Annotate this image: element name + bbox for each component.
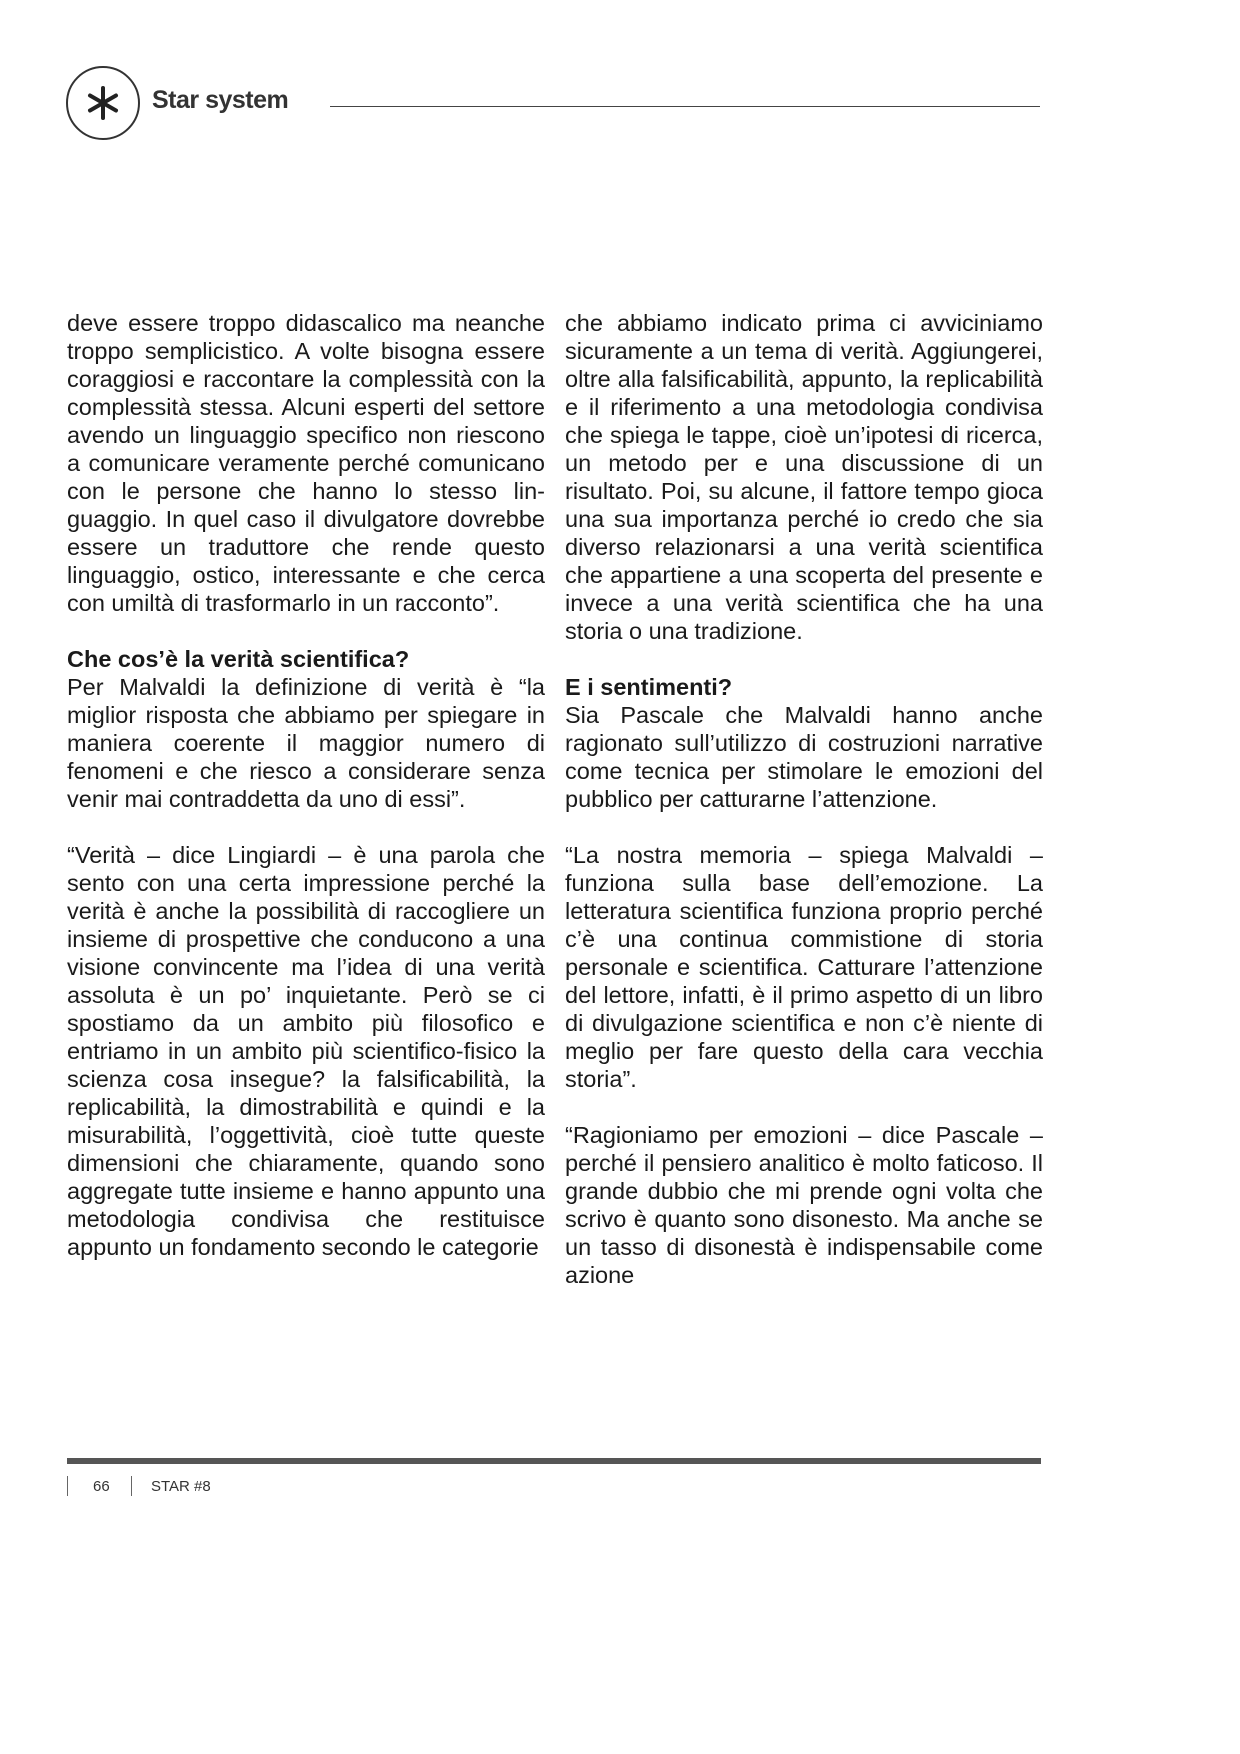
asterisk-icon <box>84 84 122 122</box>
left-paragraph-1: deve essere troppo didascalico ma neanche troppo semplicistico. A volte bisogna essere coraggiosi e raccontare la complessità con la complessità stessa. Alcuni esperti del settore avendo un linguaggio specifico non riescono a comunicare veramente perché comunicano con le persone che hanno lo stesso linguaggio. In quel caso il divulgatore dovrebbe essere un traduttore che rende questo linguaggio, ostico, interessante e che cerca con umiltà di trasformarlo in un racconto”. <box>67 310 545 616</box>
footer-bar <box>67 1458 1041 1464</box>
right-paragraph-1: che abbiamo indicato prima ci avviciniamo sicuramente a un tema di verità. Aggiungerei, oltre alla falsificabilità, appunto, la replicabilità e il riferimento a una metodologia condivisa che spiega le tappe, cioè un’ipotesi di ricerca, un metodo per e una discussione di un risultato. Poi, su alcune, il fattore tempo gioca una sua importanza perché io credo che sia diverso relazionarsi a una verità scientifica che appartiene a una scoperta del presente e invece a una verità scientifica che ha una storia o una tradizione. <box>565 310 1043 644</box>
footer-divider <box>67 1476 68 1496</box>
footer-divider <box>131 1476 132 1496</box>
right-column <box>565 309 1043 1289</box>
left-paragraph-2: Per Malvaldi la definizione di verità è “la miglior risposta che abbiamo per spiegare in maniera coerente il maggior numero di fenomeni e che riesco a considerare senza venir mai contraddetta da uno di essi”. <box>67 674 545 812</box>
header-rule <box>330 106 1040 107</box>
heading-feelings: E i sentimenti? <box>565 674 733 700</box>
right-paragraph-2: Sia Pascale che Malvaldi hanno anche ragionato sull’utilizzo di costruzioni narrative come tecnica per stimolare le emozioni del pubblico per catturarne l’attenzione. <box>565 702 1043 812</box>
left-column <box>67 309 545 1261</box>
section-title: Star system <box>152 86 289 114</box>
right-paragraph-3: “La nostra memoria – spiega Malvaldi – funziona sulla base dell’emozione. La letteratura scientifica funziona proprio perché c’è una continua commistione di storia personale e scientifica. Catturare l’attenzione del lettore, infatti, è il primo aspetto di un libro di divulgazione scientifica e non c’è niente di meglio per fare questo della cara vecchia storia”. <box>565 842 1043 1092</box>
section-badge <box>66 66 140 140</box>
left-paragraph-3: “Verità – dice Lingiardi – è una parola che sento con una certa impressione perché la verità è anche la possibilità di raccogliere un insieme di prospettive che conducono a una visione convincente ma l’idea di una verità assoluta è un po’ inquietante. Però se ci spostiamo da un ambito più filosofico e entriamo in un ambito più scientifico-fisico la scienza cosa insegue? la falsificabilità, la replicabilità, la dimostrabilità e quindi e la misurabilità, l’oggettività, cioè tutte queste dimensioni che chiaramente, quando sono aggregate tutte insieme e hanno appunto una metodologia condivisa che restituisce appunto un fondamento secondo le categorie <box>67 842 545 1260</box>
right-paragraph-4: “Ragioniamo per emozioni – dice Pascale – perché il pensiero analitico è molto faticoso. Il grande dubbio che mi prende ogni volta che scrivo è quanto sono disonesto. Ma anche se un tasso di disonestà è indispensabile come azione <box>565 1122 1043 1288</box>
page-number: 66 <box>93 1478 110 1495</box>
heading-scientific-truth: Che cos’è la verità scientifica? <box>67 646 410 672</box>
issue-label: STAR #8 <box>151 1478 211 1495</box>
